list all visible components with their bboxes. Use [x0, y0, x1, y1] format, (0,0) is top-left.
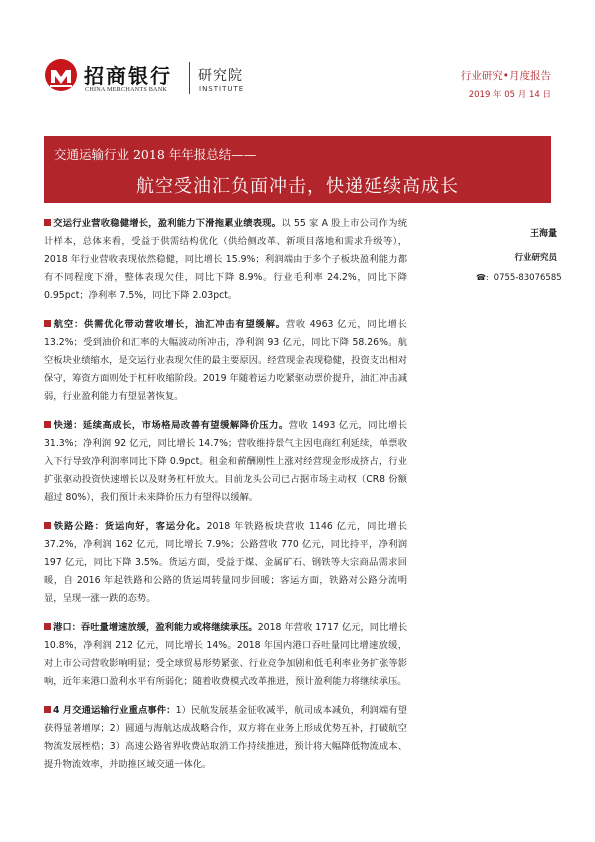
section-text: 2018 年营收 1717 亿元，同比增长 10.8%，净利润 212 亿元，同比增长 14%。2018 年国内港口吞吐量同比增速放缓，对上市公司营收影响明显；受全球贸易形势紧张、行业竞争加剧和低毛利率业务扩张等影响，近年来港口盈利水平有所弱化；随着收费模式改革推进，预计盈利能力将继续承压。: [44, 622, 407, 687]
report-date: 2019 年 05 月 14 日: [468, 90, 551, 100]
section-text: 1）民航发展基金征收减半，航司成本减负，利润端有望获得显著增厚；2）圆通与海航达成战略合作，双方将在业务上形成优势互补，打破航空物流发展桎梏；3）高速公路省界收费站取消工作持续推进，预计将大幅降低物流成本、提升物流效率，并助推区域交通一体化。: [44, 705, 407, 770]
phone-icon: ☎:: [476, 273, 489, 282]
institute-name-en: INSTITUTE: [199, 85, 245, 93]
brand-name-cn: 招商银行: [84, 64, 172, 88]
section-text: 2018 年铁路板块营收 1146 亿元，同比增长 37.2%，净利润 162 亿元，同比增长 7.9%；公路营收 770 亿元，同比持平，净利润 197 亿元，同比下降 3.5%。货运方面，受益于煤、金属矿石、钢铁等大宗商品需求回暖，自 2016 年起铁路和公路的货运周转量同步回暖；客运方面，铁路对公路分流明显，呈现一涨一跌的态势。: [44, 521, 407, 604]
section-lead: 交运行业营收稳健增长，盈利能力下滑拖累业绩表现。: [53, 218, 282, 229]
section-lead: 航空：供需优化带动营收增长，油汇冲击有望缓解。: [53, 319, 286, 330]
author-phone: [476, 273, 580, 283]
phone-number: 0755-83076585: [493, 273, 562, 283]
section-lead: 4 月交通运输行业重点事件：: [53, 705, 176, 716]
section-rail-road: [44, 518, 407, 608]
bullet-marker: [44, 706, 51, 713]
section-events: [44, 702, 407, 774]
institute-name-cn: 研究院: [198, 68, 243, 84]
author-info: [470, 226, 580, 283]
author-role: 行业研究员: [514, 253, 557, 263]
section-text: 营收 4963 亿元，同比增长 13.2%；受到油价和汇率的大幅波动所冲击，净利润 93 亿元，同比下降 58.26%。航空板块业绩缩水，是交运行业表现欠佳的最主要原因。经营现金表现稳健，投资支出相对保守，筹资方面则处于杠杆收缩阶段。2019 年随着运力吃紧驱动票价提升，油汇冲击减弱，行业盈利能力有望显著恢复。: [44, 319, 407, 402]
title-banner: [44, 136, 551, 203]
bullet-marker: [44, 320, 51, 327]
bullet-marker: [44, 421, 51, 428]
section-industry: [44, 215, 407, 305]
report-title: 航空受油汇负面冲击，快递延续高成长: [136, 176, 459, 197]
bullet-marker: [44, 522, 51, 529]
section-ports: [44, 619, 407, 691]
section-text: 以 55 家 A 股上市公司作为统计样本，总体来看，受益于供需结构优化（供给侧改革、新项目落地和需求升级等），2018 年行业营收表现依然稳健，同比增长 15.9%；利润端由于多个子板块盈利能力都有不同程度下滑，整体表现欠佳，同比下降 8.9%。行业毛利率 24.2%，同比下降 0.95pct；净利率 7.5%，同比下降 2.03pct。: [44, 218, 407, 301]
section-lead: 快递：延续高成长，市场格局改善有望缓解降价压力。: [53, 420, 289, 431]
bullet-marker: [44, 623, 51, 630]
report-type: 行业研究•月度报告: [460, 70, 551, 82]
header-divider: [189, 62, 190, 94]
cmb-logo-icon: [44, 58, 78, 92]
summary-body: [44, 215, 407, 785]
author-name: 王海量: [529, 229, 557, 239]
section-express: [44, 417, 407, 507]
section-lead: 铁路公路：货运向好，客运分化。: [53, 521, 207, 532]
bullet-marker: [44, 219, 51, 226]
brand-name-en: CHINA MERCHANTS BANK: [85, 86, 168, 93]
section-text: 营收 1493 亿元，同比增长 31.3%；净利润 92 亿元，同比增长 14.7%；营收维持景气主因电商红利延续，单票收入下行导致净利润率同比下降 0.9pct。租金和薪酬刚性上涨对经营现金形成挤占，行业扩张驱动投资快速增长以及财务杠杆放大。目前龙头公司已占据市场主动权（CR8 份额超过 80%），我们预计未来降价压力有望得以缓解。: [44, 420, 407, 503]
report-subtitle: 交通运输行业 2018 年年报总结——: [54, 147, 257, 162]
section-lead: 港口：吞吐量增速放缓，盈利能力或将继续承压。: [53, 622, 258, 633]
section-aviation: [44, 316, 407, 406]
